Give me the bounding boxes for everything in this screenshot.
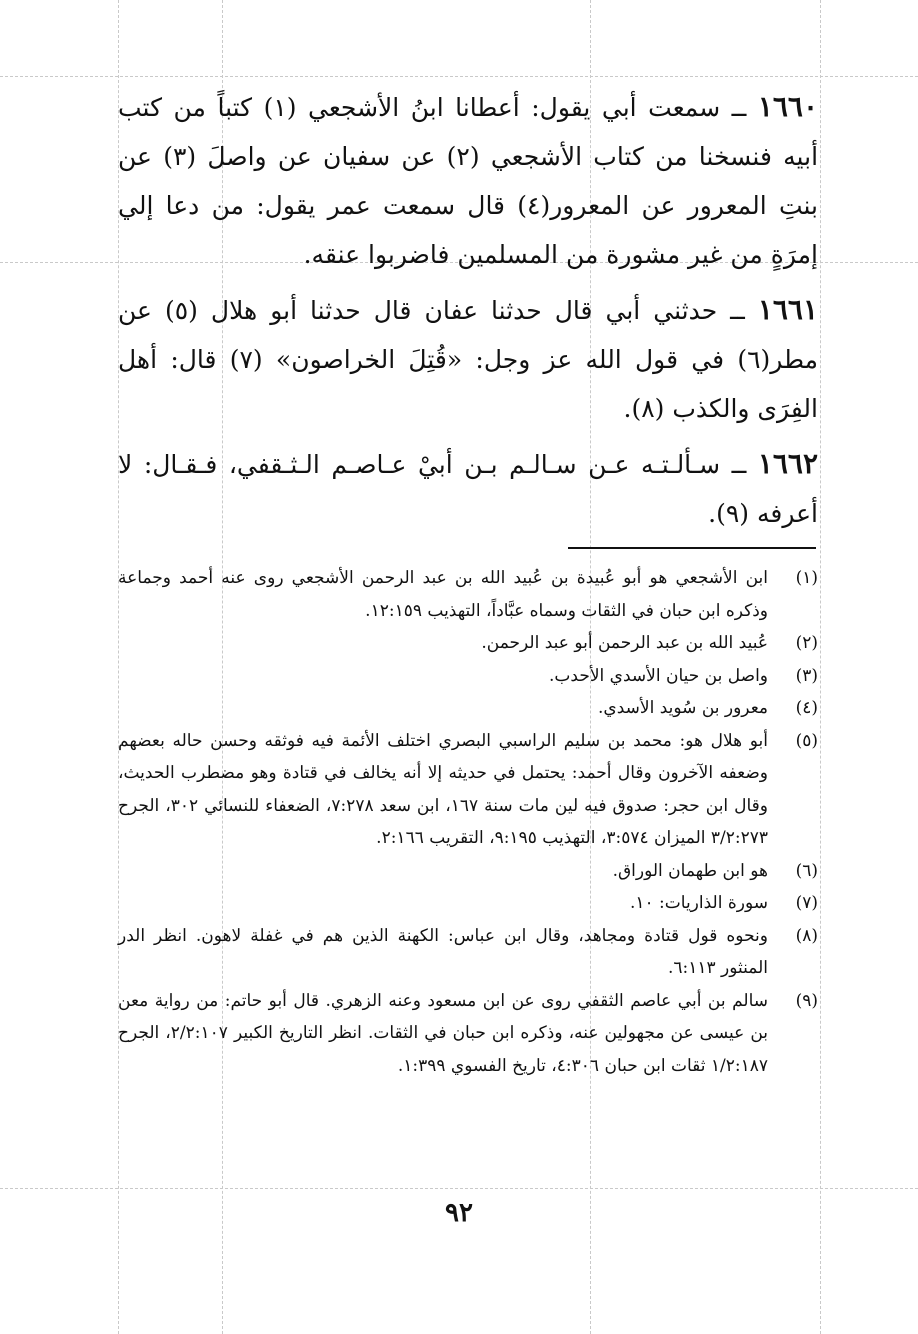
entry-text: ــ حدثني أبي قال حدثنا عفان قال حدثنا أبو هلال (٥) عن مطر(٦) في قول الله عز وجل: «قُتِلَ الخراصون» (٧) قال: أهل الفِرَى والكذب (٨). — [118, 296, 818, 423]
footnotes — [118, 562, 818, 1082]
entry-1661 — [118, 285, 818, 433]
main-text — [118, 82, 818, 544]
footnote-separator — [568, 547, 816, 549]
footnote-text: سورة الذاريات: ١٠. — [629, 893, 768, 913]
page-number: ٩٢ — [445, 1198, 473, 1228]
footnote-number: (٥) — [795, 730, 818, 751]
footnote-text: هو ابن طهمان الوراق. — [612, 860, 768, 881]
footnote-7 — [118, 887, 818, 920]
footnote-text: سالم بن أبي عاصم الثقفي روى عن ابن مسعود وعنه الزهري. قال أبو حاتم: من رواية معن بن عيسى عن مجهولين عنه، وذكره ابن حبان في الثقات. انظر التاريخ الكبير ٢/٢:١٠٧، الجرح ١/٢:١٨٧ ثقات ابن حبان ٤:٣٠٦، تاريخ الفسوي ١:٣٩٩. — [118, 990, 768, 1076]
footnote-4 — [118, 692, 818, 725]
footnote-text: ابن الأشجعي هو أبو عُبيدة بن عُبيد الله بن عبد الرحمن الأشجعي روى عنه أحمد وجماعة وذكره ابن حبان في الثقات وسماه عبَّاداً، التهذيب ١٢:١٥٩. — [118, 568, 768, 621]
footnote-text: عُبيد الله بن عبد الرحمن أبو عبد الرحمن. — [481, 633, 768, 653]
footnote-number: (٨) — [795, 925, 818, 946]
footnote-5 — [118, 725, 818, 855]
footnote-number: (٢) — [795, 633, 818, 653]
entry-number: ١٦٦٢ — [757, 447, 818, 480]
guide-line — [820, 0, 821, 1334]
footnote-1 — [118, 562, 818, 627]
footnote-2 — [118, 627, 818, 660]
footnote-text: معرور بن سُويد الأسدي. — [598, 698, 768, 718]
entry-number: ١٦٦١ — [757, 293, 818, 326]
footnote-8 — [118, 920, 818, 985]
footnote-number: (٣) — [795, 665, 818, 686]
footnote-number: (٩) — [795, 990, 818, 1011]
guide-line — [0, 1188, 918, 1189]
footnote-number: (٧) — [795, 893, 818, 913]
footnote-number: (٦) — [795, 860, 818, 881]
footnote-text: ونحوه قول قتادة ومجاهد، وقال ابن عباس: الكهنة الذين هم في غفلة لاهون. انظر الدر المنثور ٦:١١٣. — [118, 925, 768, 978]
footnote-number: (٤) — [795, 698, 818, 718]
entry-text: ــ سـألـتـه عـن سـالـم بـن أبيْ عـاصـم الـثـقفي، فـقـال: لا أعرفه (٩). — [118, 450, 818, 528]
entry-1662 — [118, 439, 818, 538]
footnote-6 — [118, 855, 818, 888]
footnote-9 — [118, 985, 818, 1083]
entry-number: ١٦٦٠ — [757, 90, 818, 123]
footnote-number: (١) — [795, 568, 818, 588]
entry-1660 — [118, 82, 818, 279]
entry-text: ــ سمعت أبي يقول: أعطانا ابنُ الأشجعي (١) كتباً من كتب أبيه فنسخنا من كتاب الأشجعي (٢) عن سفيان عن واصلَ (٣) عن بنتِ المعرور عن المعرور(٤) قال سمعت عمر يقول: من دعا إلي إمرَةٍ من غير مشورة من المسلمين فاضربوا عنقه. — [118, 93, 819, 269]
footnote-text: واصل بن حيان الأسدي الأحدب. — [549, 665, 768, 686]
footnote-text: أبو هلال هو: محمد بن سليم الراسبي البصري اختلف الأئمة فيه فوثقه وحسن حاله بعضهم وضعفه الآخرون وقال أحمد: يحتمل في حديثه إلا أنه يخالف في قتادة وهو مضطرب الحديث، وقال ابن حجر: صدوق فيه لين مات سنة ١٦٧، ابن سعد ٧:٢٧٨، الضعفاء للنسائي ٣٠٢، الجرح ٣/٢:٢٧٣ الميزان ٣:٥٧٤، التهذيب ٩:١٩٥، التقريب ٢:١٦٦. — [118, 730, 768, 848]
guide-line — [0, 76, 918, 77]
footnote-3 — [118, 660, 818, 693]
